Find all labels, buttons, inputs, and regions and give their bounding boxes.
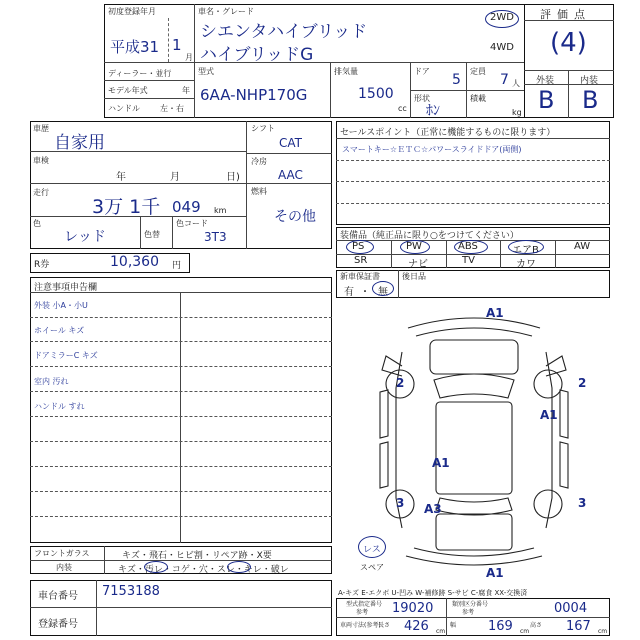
color-code-label: 色コード [176,219,208,228]
shape-value: ﾎﾝ [426,103,440,119]
reg-label: 登録番号 [38,619,78,630]
sales-points-line1: スマートキー☆ＥＴＣ☆パワースライドドア(両側) [342,145,522,154]
fuel-value: その他 [274,209,316,225]
length-value: 426 [404,619,429,634]
notes-title: 注意事項申告欄 [34,283,98,293]
equip-abs-circle [454,240,488,254]
mileage-rest: 049 [172,198,201,216]
extra-items-label: 後日品 [402,272,426,281]
color-label: 色 [33,219,41,228]
shift-value: CAT [279,136,302,150]
aircon-value: AAC [278,168,303,182]
damage-mark-roof: A1 [432,456,450,470]
equip-navi: ナビ [408,259,428,270]
note-item-2: ホイール キズ [34,326,85,335]
first-reg-era: 平成31 [110,38,160,56]
grade-value: ハイブリッドG [200,45,314,65]
damage-mark-front-bumper: A1 [486,306,504,320]
equip-ps: PS [352,241,365,252]
height-value: 167 [566,619,591,634]
interior-scuff-circle [227,561,251,573]
width-label: 幅 [450,622,457,629]
mileage-main: 3万 1千 [92,196,161,218]
displacement-label: 排気量 [334,67,358,76]
model-code-label: 型式 [198,67,214,76]
equip-abs: ABS [458,241,478,252]
note-item-1: 外装 小A・小U [34,301,88,310]
load-label: 積載 [470,94,486,103]
damage-mark-rear-bumper: A1 [486,566,504,580]
color-code-value: 3T3 [204,230,227,244]
warranty-yes: 有 [344,287,354,298]
exterior-label: 外装 [536,76,555,86]
drive-4wd: 4WD [490,42,514,53]
damage-mark-left-rear-quarter: A3 [424,502,442,516]
damage-mark-left-front-wheel: 2 [396,376,405,390]
height-unit: cm [598,628,608,635]
usage-value: 自家用 [54,133,105,153]
interior-label: 内装 [580,76,599,86]
category-sub: 参考 [462,609,475,616]
dealer-label: ディーラー・並行 [108,69,172,78]
doors-value: 5 [452,72,461,88]
equip-sr: SR [354,255,368,266]
damage-mark-left-rear-wheel: 3 [396,496,405,510]
exterior-grade: B [538,86,555,114]
color-value: レッド [64,229,106,245]
classification-label: 型式指定番号 [346,601,383,608]
fuel-label: 燃料 [251,187,267,196]
equip-pw: PW [406,241,422,252]
doors-label: ドア [414,67,430,76]
windshield-options: キズ・飛石・ヒビ割・リペア跡・X要 [122,551,272,561]
drive-2wd: 2WD [490,12,514,23]
usage-label: 車歴 [33,124,49,133]
note-item-4: 室内 汚れ [34,377,69,386]
spare-mark: レス [363,545,381,555]
ref-label: 車両寸法(参考) [340,622,381,629]
damage-legend: A-キズ E-エクボ U-凹み W-補修跡 S-サビ C-腐食 XX-交換済 [338,589,528,597]
first-reg-label: 初度登録年月 [108,7,156,16]
shape-label: 形状 [414,94,430,103]
recycle-fee: 10,360 [110,254,159,270]
equip-leather: カワ [516,259,536,270]
recycle-label: R券 [34,260,50,270]
interior-cond-options: キズ・汚レ・コゲ・穴・スレ・キレ・破レ [118,565,289,575]
equipment-title: 装備品（純正品に限り○をつけてください） [340,231,519,241]
warranty-label: 新車保証書 [340,272,380,281]
inspection-label: 車検 [33,156,49,165]
displacement-value: 1500 [358,86,394,102]
capacity-value: 7 [500,72,509,88]
first-reg-month: 1 [172,36,182,54]
inspection-day-unit: 日) [226,172,240,183]
equip-aw: AW [574,241,591,252]
car-name-label: 車名・グレード [198,7,254,16]
note-item-3: ドアミラーC キズ [34,351,98,360]
classification-value: 19020 [392,601,434,616]
inspection-month-unit: 月 [170,172,180,183]
warranty-no: 無 [378,287,388,298]
recycle-unit: 円 [172,261,182,271]
model-year-label: モデル年式 [108,86,148,95]
height-label: 高さ [530,622,543,629]
load-unit: kg [512,108,522,117]
car-name-value: シエンタハイブリッド [200,22,368,42]
damage-mark-right-front-wheel: 2 [578,376,587,390]
warranty-sep: ・ [360,287,370,298]
warranty-no-circle [372,281,394,296]
classification-sub: 参考 [356,609,369,616]
chassis-label: 車台番号 [38,591,78,602]
capacity-unit: 人 [512,79,520,88]
width-unit: cm [520,628,530,635]
interior-stain-circle [144,561,168,573]
chassis-number: 7153188 [102,584,160,599]
score-label: 評価点 [540,8,591,21]
note-item-5: ハンドル すれ [34,402,85,411]
shift-label: シフト [251,124,275,133]
interior-grade: B [582,86,599,114]
first-reg-month-unit: 月 [185,53,193,62]
equip-tv: TV [462,255,475,266]
inspection-year-unit: 年 [116,172,126,183]
windshield-label: フロントガラス [34,549,90,558]
capacity-label: 定員 [470,67,486,76]
model-code-value: 6AA-NHP170G [200,86,308,104]
model-year-unit: 年 [182,86,190,95]
equip-ps-circle [346,240,374,254]
aircon-label: 冷房 [251,157,267,166]
color-change-label: 色替 [144,230,160,239]
length-label: 長さ [378,622,391,629]
score-value: (4) [550,28,587,58]
interior-cond-label: 内装 [56,563,72,572]
damage-mark-right-front-door: A1 [540,408,558,422]
sales-points-title: セールスポイント（正常に機能するものに限ります） [340,128,556,138]
cc-unit: cc [398,104,407,113]
mileage-label: 走行 [33,188,49,197]
equip-airbag: エアB [512,245,539,256]
equip-airbag-circle [508,240,544,254]
damage-mark-right-rear-wheel: 3 [578,496,587,510]
km-unit: km [214,206,227,215]
spare-label: スペア [360,563,384,572]
handle-options: 左・右 [160,104,184,113]
length-unit: cm [436,628,446,635]
handle-label: ハンドル [108,104,140,113]
equip-pw-circle [400,240,430,254]
category-value: 0004 [554,601,588,616]
width-value: 169 [488,619,513,634]
category-label: 類別区分番号 [452,601,489,608]
